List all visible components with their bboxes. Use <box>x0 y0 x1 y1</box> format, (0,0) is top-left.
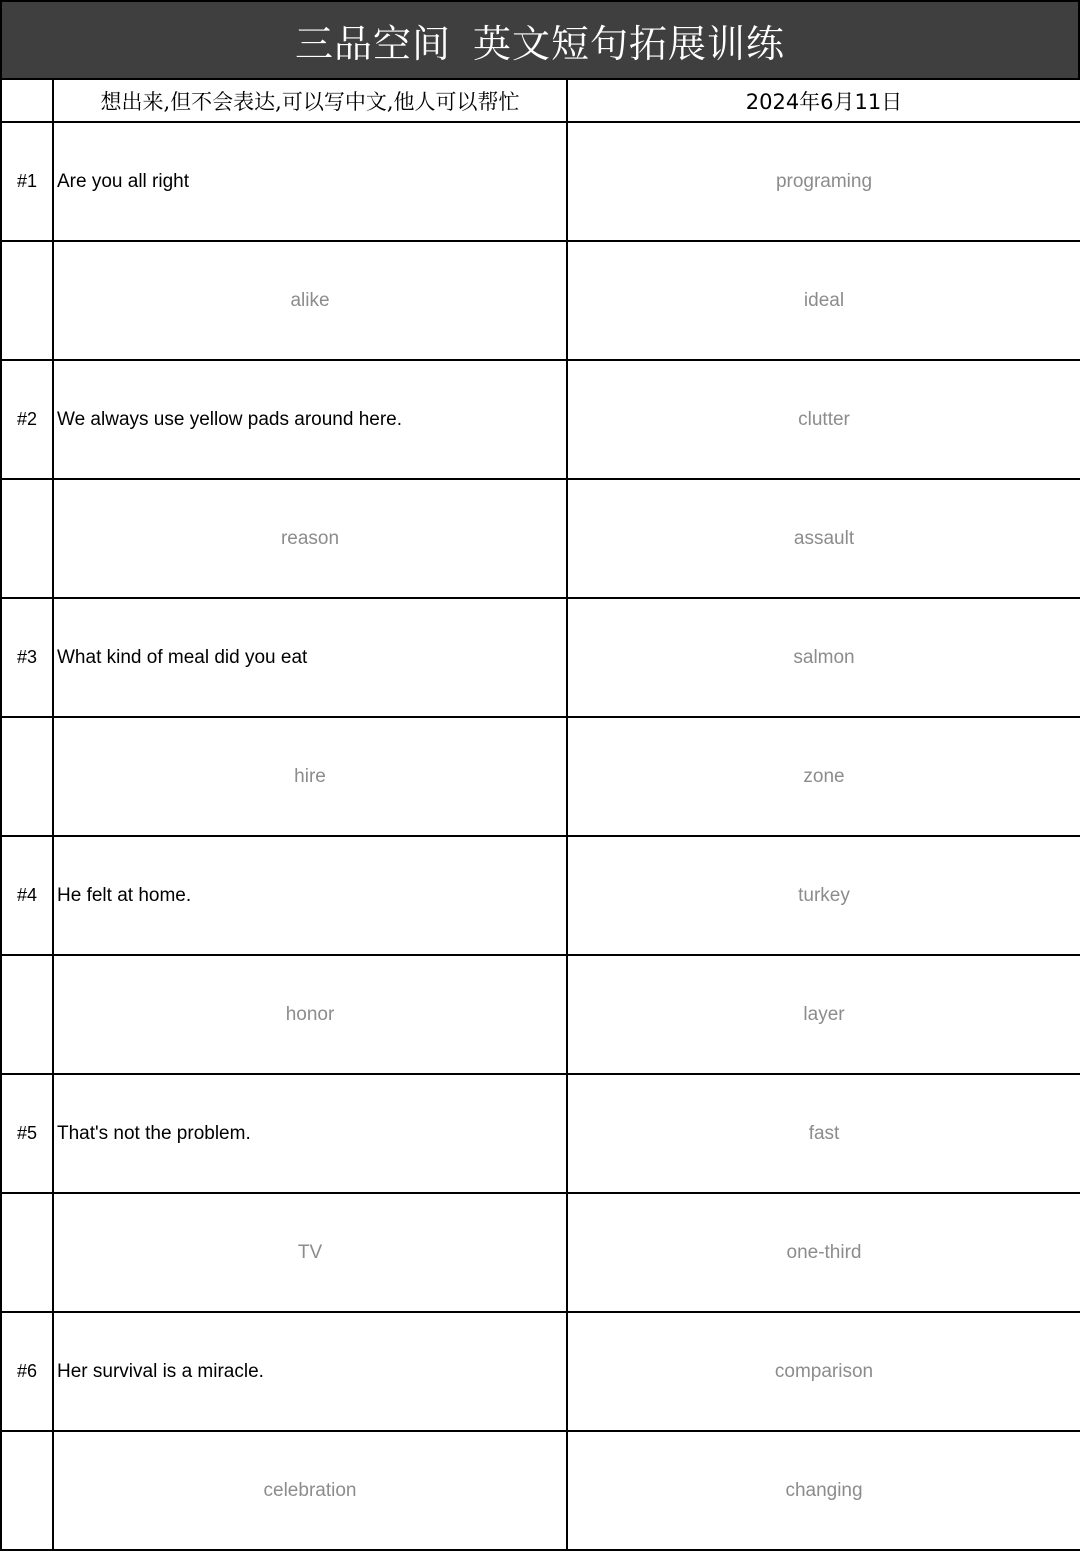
word-cell[interactable]: zone <box>567 717 1080 836</box>
word-cell[interactable]: assault <box>567 479 1080 598</box>
table-row <box>1 598 1080 717</box>
word-cell[interactable]: celebration <box>53 1431 567 1550</box>
word-cell[interactable]: TV <box>53 1193 567 1312</box>
title-bar <box>0 0 1080 78</box>
table-row <box>1 122 1080 241</box>
row-number <box>1 1431 53 1550</box>
sentence-cell[interactable]: That's not the problem. <box>53 1074 567 1193</box>
title-brand: 三品空间 <box>294 21 451 66</box>
word-cell[interactable]: salmon <box>567 598 1080 717</box>
sentence-cell[interactable]: He felt at home. <box>53 836 567 955</box>
header-num-cell <box>1 79 53 122</box>
header-note: 想出来,但不会表达,可以写中文,他人可以帮忙 <box>53 79 567 122</box>
word-cell[interactable]: layer <box>567 955 1080 1074</box>
title-subject: 英文短句拓展训练 <box>473 21 786 66</box>
word-cell[interactable]: turkey <box>567 836 1080 955</box>
word-cell[interactable]: hire <box>53 717 567 836</box>
row-number <box>1 1193 53 1312</box>
row-number: #5 <box>1 1074 53 1193</box>
table-row <box>1 479 1080 598</box>
table-row <box>1 1431 1080 1550</box>
header-row <box>1 79 1080 122</box>
row-number: #4 <box>1 836 53 955</box>
word-cell[interactable]: reason <box>53 479 567 598</box>
word-cell[interactable]: comparison <box>567 1312 1080 1431</box>
row-number: #1 <box>1 122 53 241</box>
header-date: 2024年6月11日 <box>567 79 1080 122</box>
table-row <box>1 836 1080 955</box>
row-number <box>1 479 53 598</box>
table-row <box>1 1193 1080 1312</box>
row-number <box>1 955 53 1074</box>
word-cell[interactable]: clutter <box>567 360 1080 479</box>
sentence-cell[interactable]: Are you all right <box>53 122 567 241</box>
word-cell[interactable]: fast <box>567 1074 1080 1193</box>
word-cell[interactable]: changing <box>567 1431 1080 1550</box>
row-number <box>1 717 53 836</box>
row-number: #3 <box>1 598 53 717</box>
row-number <box>1 241 53 360</box>
worksheet-table <box>0 78 1080 1551</box>
table-row <box>1 360 1080 479</box>
sentence-cell[interactable]: We always use yellow pads around here. <box>53 360 567 479</box>
word-cell[interactable]: ideal <box>567 241 1080 360</box>
table-row <box>1 1312 1080 1431</box>
word-cell[interactable]: one-third <box>567 1193 1080 1312</box>
word-cell[interactable]: programing <box>567 122 1080 241</box>
sentence-cell[interactable]: Her survival is a miracle. <box>53 1312 567 1431</box>
sentence-cell[interactable]: What kind of meal did you eat <box>53 598 567 717</box>
row-number: #2 <box>1 360 53 479</box>
row-number: #6 <box>1 1312 53 1431</box>
table-row <box>1 717 1080 836</box>
table-row <box>1 955 1080 1074</box>
word-cell[interactable]: honor <box>53 955 567 1074</box>
word-cell[interactable]: alike <box>53 241 567 360</box>
table-row <box>1 241 1080 360</box>
table-row <box>1 1074 1080 1193</box>
